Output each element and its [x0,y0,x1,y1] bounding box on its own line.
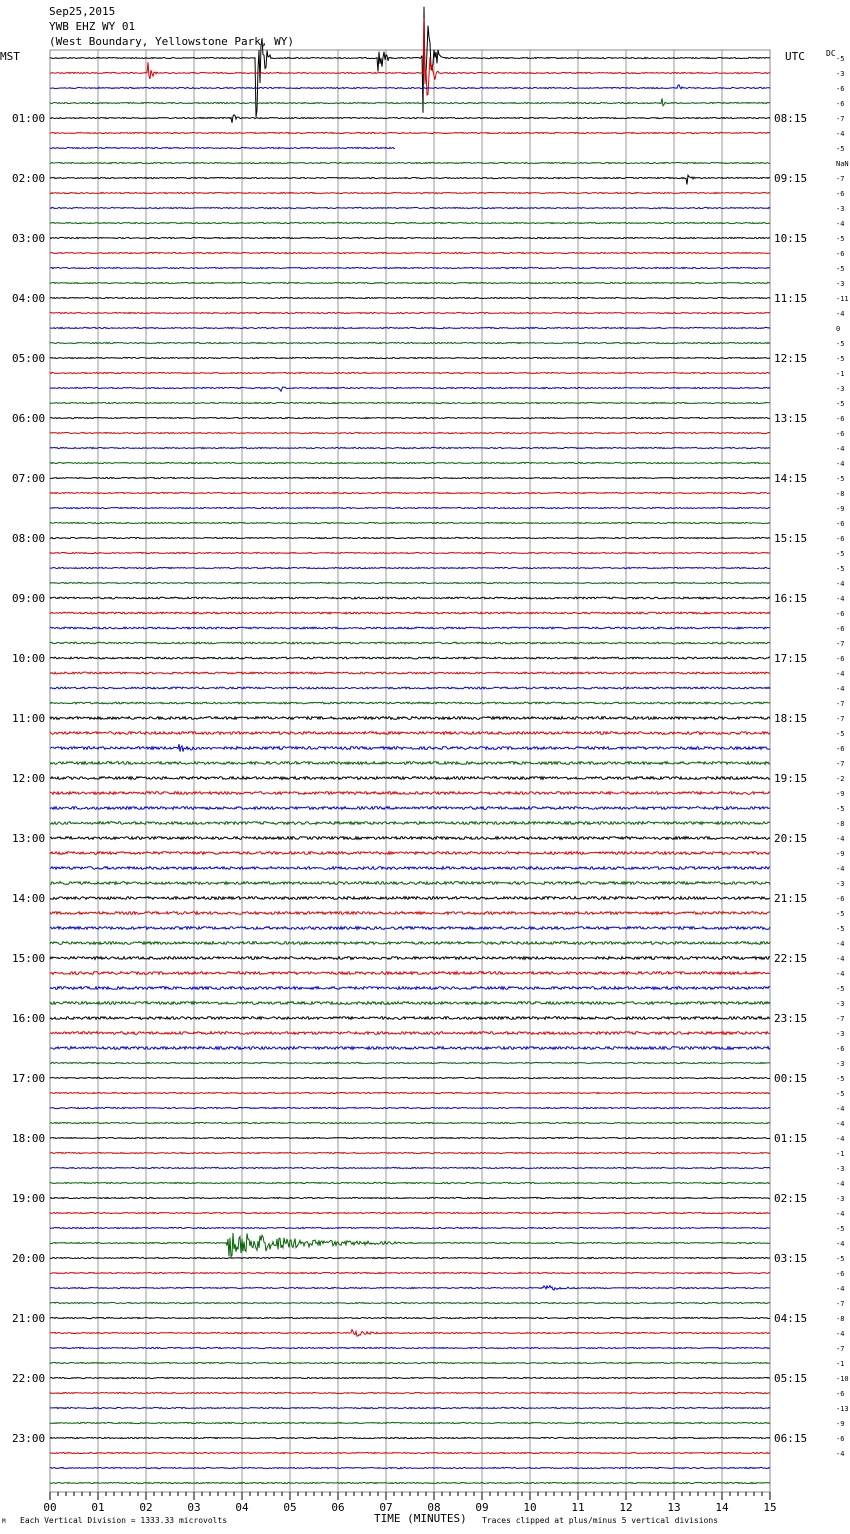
dc-offset-label: -9 [836,505,845,513]
trace-row [50,98,770,105]
dc-offset-label: -5 [836,1090,845,1098]
trace-row [50,1422,770,1423]
dc-offset-label: -6 [836,655,845,663]
trace-row [50,175,770,184]
dc-offset-label: -5 [836,925,845,933]
dc-offset-label: -8 [836,490,845,498]
dc-offset-label: -6 [836,1435,845,1443]
trace-row [50,417,770,418]
trace-row [50,627,770,629]
dc-offset-label: -3 [836,880,845,888]
dc-offset-label: -6 [836,430,845,438]
dc-offset-label: -6 [836,1045,845,1053]
trace-row [50,85,770,89]
trace-row [50,1302,770,1303]
dc-offset-label: -8 [836,1315,845,1323]
trace-row [50,912,770,915]
trace-row [50,1362,770,1363]
dc-offset-label: -4 [836,1450,845,1458]
x-tick-label: 14 [715,1501,729,1514]
trace-row [50,1330,770,1337]
trace-row [50,1467,770,1468]
x-tick-label: 15 [763,1501,777,1514]
dc-offset-label: -5 [836,805,845,813]
right-hour-label: 13:15 [774,412,808,425]
dc-offset-label: -9 [836,790,845,798]
right-hour-label: 06:15 [774,1432,808,1445]
trace-row [50,357,770,358]
dc-offset-label: -4 [836,445,845,453]
dc-offset-label: -7 [836,640,845,648]
x-axis-title: TIME (MINUTES) [374,1512,467,1525]
dc-offset-label: -3 [836,1000,845,1008]
dc-offset-label: -4 [836,1210,845,1218]
trace-row [50,1047,770,1050]
trace-row [50,972,770,975]
dc-offset-label: -4 [836,1330,845,1338]
trace-row [50,372,770,373]
left-hour-label: 07:00 [12,472,46,485]
dc-offset-label: -3 [836,1060,845,1068]
dc-offset-label: -5 [836,355,845,363]
right-hour-label: 12:15 [774,352,808,365]
trace-row [50,115,770,123]
clipping-note: Traces clipped at plus/minus 5 vertical divisions [482,1516,719,1525]
right-hour-label: 04:15 [774,1312,808,1325]
trace-row [50,642,770,644]
left-hour-label: 03:00 [12,232,46,245]
trace-row [50,327,770,328]
trace-row [50,1032,770,1035]
dc-offset-label: -4 [836,595,845,603]
dc-offset-label: -4 [836,670,845,678]
left-hour-label: 20:00 [12,1252,46,1265]
trace-row [50,702,770,704]
trace-row [50,852,770,855]
x-tick-label: 04 [235,1501,249,1514]
trace-row [50,432,770,433]
left-hour-label: 11:00 [12,712,46,725]
right-hour-label: 00:15 [774,1072,808,1085]
trace-row [50,222,770,223]
left-hour-label: 22:00 [12,1372,46,1385]
trace-row [50,807,770,810]
trace-row [50,192,770,193]
dc-offset-label: -4 [836,955,845,963]
right-hour-label: 18:15 [774,712,808,725]
trace-row [50,462,770,463]
trace-row [50,882,770,885]
dc-offset-label: -4 [836,835,845,843]
dc-offset-label: 0 [836,325,841,333]
dc-offset-label: -5 [836,1255,845,1263]
dc-offset-label: -7 [836,760,845,768]
trace-row [50,657,770,659]
dc-offset-label: -3 [836,280,845,288]
dc-offset-label: -6 [836,520,845,528]
x-axis-ticks [50,1492,770,1500]
trace-row [50,957,770,960]
chart-title: YWB EHZ WY 01 [49,20,136,33]
dc-offset-label: -4 [836,220,845,228]
dc-offset-label: -7 [836,1015,845,1023]
trace-row [50,1107,770,1108]
left-hour-label: 09:00 [12,592,46,605]
right-hour-label: 16:15 [774,592,808,605]
dc-offset-label: -5 [836,1225,845,1233]
trace-row [50,147,395,148]
trace-row [50,1077,770,1078]
dc-offset-label: -6 [836,1270,845,1278]
x-tick-label: 05 [283,1501,297,1514]
dc-offset-label: -6 [836,610,845,618]
trace-row [50,987,770,990]
left-hour-label: 05:00 [12,352,46,365]
dc-offset-label: -7 [836,1345,845,1353]
trace-row [50,1212,770,1213]
dc-offset-label: -5 [836,910,845,918]
trace-row [50,1122,770,1123]
dc-offset-label: -7 [836,1300,845,1308]
right-hour-label: 17:15 [774,652,808,665]
right-hour-label: 10:15 [774,232,808,245]
trace-row [50,132,770,133]
x-tick-label: 07 [379,1501,393,1514]
dc-offset-label: -6 [836,250,845,258]
trace-row [50,597,770,599]
dc-offset-label: -6 [836,895,845,903]
trace-row [50,1062,770,1063]
trace-row [50,762,770,765]
left-hour-label: 08:00 [12,532,46,545]
dc-offset-label: -4 [836,940,845,948]
left-hour-label: 18:00 [12,1132,46,1145]
dc-offset-label: -5 [836,400,845,408]
x-tick-label: 09 [475,1501,489,1514]
dc-offset-label: NaN [836,160,849,168]
trace-row [50,1167,770,1168]
right-hour-label: 21:15 [774,892,808,905]
trace-row [50,1092,770,1093]
trace-row [50,1377,770,1378]
dc-label: DC [826,49,836,58]
dc-offset-label: -7 [836,700,845,708]
trace-row [50,1392,770,1393]
dc-offset-label: -4 [836,865,845,873]
x-tick-label: 06 [331,1501,345,1514]
dc-offset-label: -4 [836,1180,845,1188]
trace-row [50,507,770,508]
trace-row [50,942,770,945]
x-tick-label: 12 [619,1501,633,1514]
left-hour-label: 21:00 [12,1312,46,1325]
trace-row [50,342,770,343]
right-hour-label: 11:15 [774,292,808,305]
left-hour-label: 15:00 [12,952,46,965]
dc-offset-label: -5 [836,145,845,153]
trace-row [50,567,770,568]
dc-offset-label: -5 [836,265,845,273]
trace-row [50,867,770,870]
trace-row [50,1137,770,1138]
dc-offset-label: -1 [836,1360,845,1368]
dc-offset-label: -4 [836,1135,845,1143]
dc-offset-label: -3 [836,385,845,393]
dc-offset-label: -4 [836,310,845,318]
dc-offset-label: -3 [836,205,845,213]
left-hour-label: 06:00 [12,412,46,425]
x-tick-label: 13 [667,1501,681,1514]
trace-row [50,1482,770,1483]
right-hour-label: 15:15 [774,532,808,545]
dc-offset-label: -11 [836,295,849,303]
right-hour-label: 08:15 [774,112,808,125]
trace-row [50,837,770,840]
dc-offset-label: -1 [836,370,845,378]
x-tick-label: 03 [187,1501,201,1514]
trace-row [50,267,770,268]
left-hour-label: 01:00 [12,112,46,125]
dc-offset-label: -13 [836,1405,849,1413]
chart-date: Sep25,2015 [49,5,116,18]
dc-offset-label: -4 [836,1240,845,1248]
trace-row [50,1152,770,1153]
trace-row [50,402,770,403]
trace-row [50,537,770,538]
trace-row [50,1002,770,1005]
trace-row [50,477,770,478]
axis-labels [12,55,849,1514]
dc-offset-label: -5 [836,475,845,483]
right-hour-label: 01:15 [774,1132,808,1145]
dc-offset-label: -5 [836,340,845,348]
trace-row [50,162,770,163]
trace-row [50,1347,770,1348]
dc-offset-label: -7 [836,175,845,183]
dc-offset-label: -4 [836,1105,845,1113]
trace-row [50,792,770,795]
left-timezone-label: MST [0,50,20,63]
dc-offset-label: -3 [836,70,845,78]
trace-row [50,717,770,720]
dc-offset-label: -5 [836,55,845,63]
dc-offset-label: -4 [836,1285,845,1293]
dc-offset-label: -6 [836,745,845,753]
trace-row [50,1227,770,1228]
dc-offset-label: -1 [836,1150,845,1158]
dc-offset-label: -6 [836,190,845,198]
right-hour-label: 03:15 [774,1252,808,1265]
trace-row [50,927,770,930]
trace-row [50,1272,770,1273]
trace-row [50,1197,770,1198]
dc-offset-label: -3 [836,1030,845,1038]
dc-offset-label: -4 [836,580,845,588]
dc-offset-label: -2 [836,775,845,783]
left-hour-label: 12:00 [12,772,46,785]
plot-frame [50,50,770,1492]
dc-offset-label: -3 [836,1165,845,1173]
right-hour-label: 02:15 [774,1192,808,1205]
trace-row [50,1452,770,1453]
dc-offset-label: -9 [836,850,845,858]
minute-gridlines [50,50,770,1492]
x-tick-label: 01 [91,1501,105,1514]
trace-row [50,777,770,780]
dc-offset-label: -5 [836,235,845,243]
right-hour-label: 05:15 [774,1372,808,1385]
trace-row [50,447,770,448]
chart-subtitle: (West Boundary, Yellowstone Park, WY) [49,35,295,48]
dc-offset-label: -5 [836,550,845,558]
dc-offset-label: -5 [836,1075,845,1083]
x-tick-label: 02 [139,1501,153,1514]
x-tick-label: 00 [43,1501,57,1514]
trace-row [50,612,770,614]
trace-row [50,1017,770,1020]
trace-row [50,1317,770,1318]
trace-row [50,19,770,96]
dc-offset-label: -5 [836,985,845,993]
right-hour-label: 20:15 [774,832,808,845]
left-hour-label: 16:00 [12,1012,46,1025]
trace-row [50,237,770,238]
trace-row [50,1286,770,1290]
dc-offset-label: -4 [836,460,845,468]
dc-offset-label: -5 [836,565,845,573]
trace-row [50,1437,770,1438]
dc-offset-label: -8 [836,820,845,828]
trace-row [50,1182,770,1183]
dc-offset-label: -9 [836,1420,845,1428]
trace-row [50,1407,770,1408]
dc-offset-label: -6 [836,1390,845,1398]
left-hour-label: 04:00 [12,292,46,305]
trace-row [50,522,770,523]
dc-offset-label: -6 [836,415,845,423]
trace-row [50,897,770,900]
trace-row [50,312,770,313]
left-hour-label: 14:00 [12,892,46,905]
seismic-traces [50,7,770,1484]
dc-offset-label: -4 [836,970,845,978]
trace-row [50,582,770,583]
dc-offset-label: -4 [836,130,845,138]
x-tick-label: 08 [427,1501,441,1514]
dc-offset-label: -4 [836,685,845,693]
left-hour-label: 02:00 [12,172,46,185]
dc-offset-label: -4 [836,1120,845,1128]
dc-offset-label: -6 [836,535,845,543]
dc-offset-label: -10 [836,1375,849,1383]
right-timezone-label: UTC [785,50,805,63]
trace-row [50,207,770,208]
left-hour-label: 23:00 [12,1432,46,1445]
left-hour-label: 19:00 [12,1192,46,1205]
trace-row [50,492,770,493]
right-hour-label: 19:15 [774,772,808,785]
x-tick-label: 11 [571,1501,585,1514]
trace-row [50,687,770,689]
dc-offset-label: -6 [836,85,845,93]
dc-offset-label: -5 [836,730,845,738]
left-hour-label: 13:00 [12,832,46,845]
trace-row [50,252,770,253]
trace-row [50,297,770,298]
right-hour-label: 22:15 [774,952,808,965]
dc-offset-label: -7 [836,115,845,123]
vertical-division-note: Each Vertical Division = 1333.33 microvolts [20,1516,228,1525]
left-hour-label: 10:00 [12,652,46,665]
trace-row [50,1257,770,1258]
trace-row [50,744,770,752]
left-hour-label: 17:00 [12,1072,46,1085]
trace-row [50,672,770,674]
dc-offset-label: -7 [836,715,845,723]
trace-row [50,552,770,553]
right-hour-label: 23:15 [774,1012,808,1025]
trace-row [50,822,770,825]
x-tick-label: 10 [523,1501,537,1514]
dc-offset-label: -6 [836,625,845,633]
trace-row [50,387,770,391]
dc-offset-label: -3 [836,1195,845,1203]
trace-row [50,282,770,283]
dc-offset-label: -6 [836,100,845,108]
trace-row [50,1233,770,1257]
right-hour-label: 14:15 [774,472,808,485]
right-hour-label: 09:15 [774,172,808,185]
trace-row [50,732,770,735]
corner-mark: M [2,1518,6,1525]
